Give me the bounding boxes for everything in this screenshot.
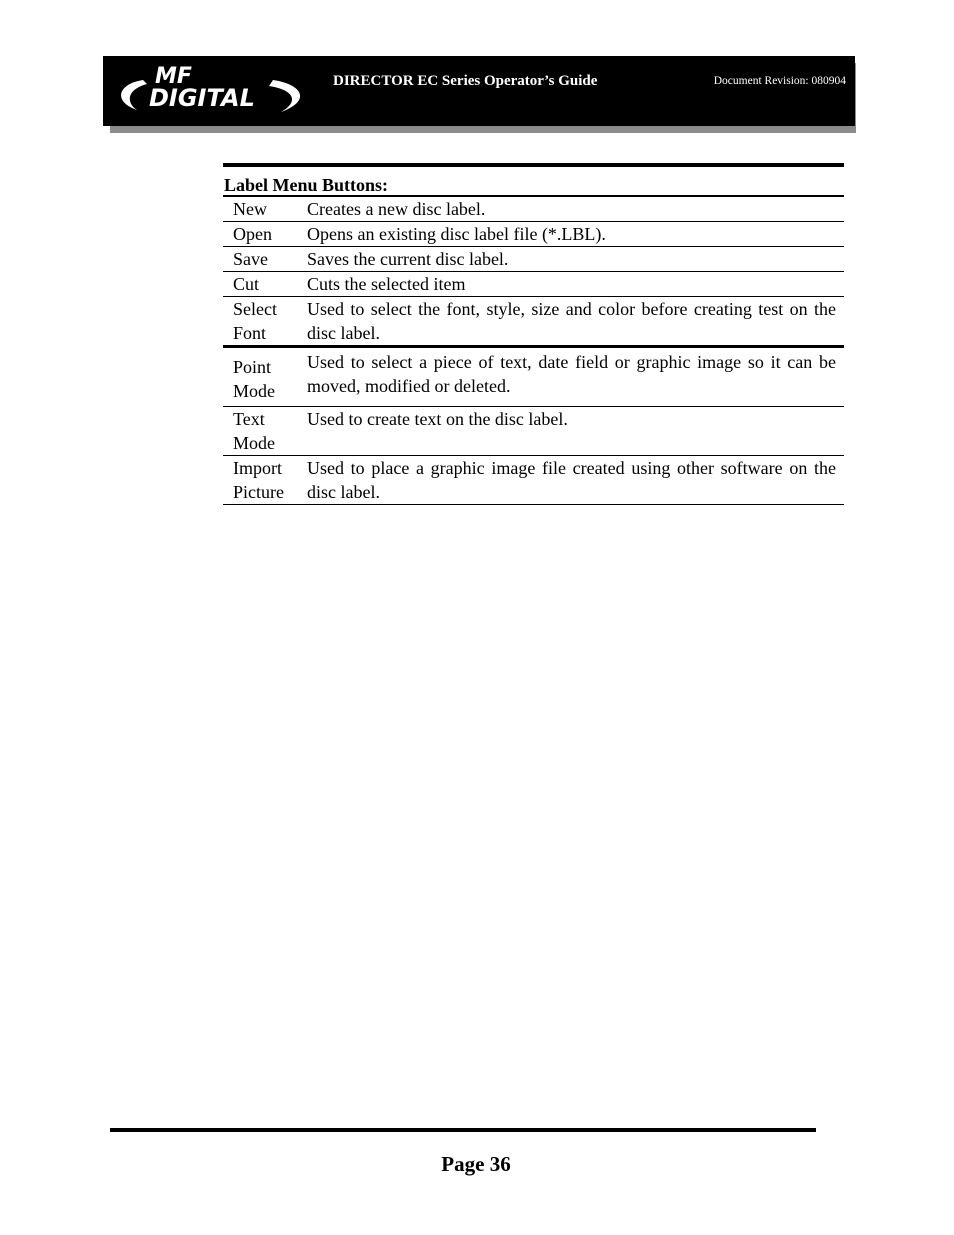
button-name: Point Mode	[223, 347, 307, 407]
table-row	[223, 222, 844, 247]
button-description: Used to create text on the disc label.	[307, 407, 844, 456]
document-header	[103, 56, 855, 126]
table-row	[223, 247, 844, 272]
table-row	[223, 197, 844, 222]
button-name: Import Picture	[223, 456, 307, 505]
table-row	[223, 456, 844, 505]
document-revision: Document Revision: 080904	[713, 75, 846, 87]
button-name: New	[223, 197, 307, 222]
button-description: Creates a new disc label.	[307, 197, 844, 222]
logo-mark-top: MF	[155, 64, 192, 89]
button-description: Used to select the font, style, size and color before creating test on the disc label.	[307, 297, 844, 347]
table-row	[223, 272, 844, 297]
table-row	[223, 297, 844, 347]
button-name: Cut	[223, 272, 307, 297]
button-name: Select Font	[223, 297, 307, 347]
label-menu-buttons-table	[223, 163, 844, 505]
button-name: Open	[223, 222, 307, 247]
mf-digital-logo	[103, 56, 309, 126]
button-description: Used to select a piece of text, date field or graphic image so it can be moved, modified or deleted.	[307, 347, 844, 407]
button-name: Text Mode	[223, 407, 307, 456]
button-name: Save	[223, 247, 307, 272]
footer-rule	[110, 1128, 816, 1132]
logo-mark-bottom: DIGITAL	[149, 84, 255, 112]
table-caption: Label Menu Buttons:	[223, 163, 844, 197]
button-description: Saves the current disc label.	[307, 247, 844, 272]
button-description: Opens an existing disc label file (*.LBL).	[307, 222, 844, 247]
document-title: DIRECTOR EC Series Operator’s Guide	[333, 73, 598, 89]
button-description: Used to place a graphic image file created using other software on the disc label.	[307, 456, 844, 505]
button-description: Cuts the selected item	[307, 272, 844, 297]
table-row	[223, 347, 844, 407]
table-row	[223, 407, 844, 456]
page-number: Page 36	[441, 1152, 511, 1176]
